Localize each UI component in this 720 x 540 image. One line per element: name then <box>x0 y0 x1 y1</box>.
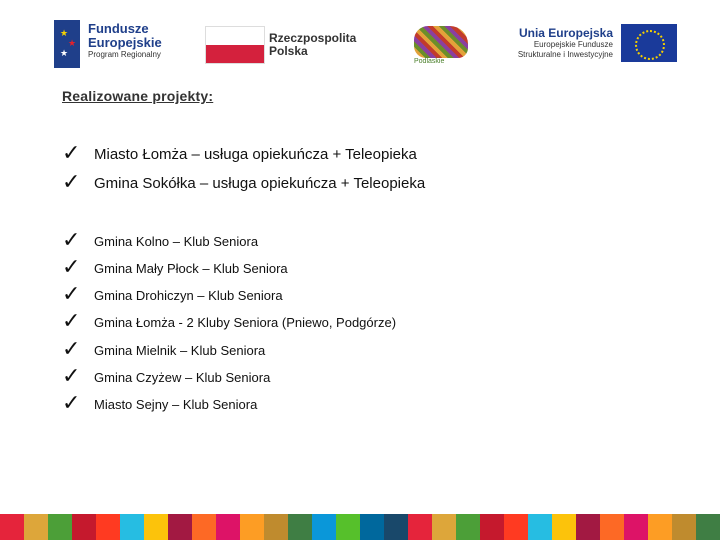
podlaskie-label: Podlaskie <box>414 58 445 65</box>
stripe-segment <box>552 514 576 540</box>
list-item <box>62 229 258 253</box>
checkmark-icon: ✓ <box>62 337 81 362</box>
podlaskie-logo <box>410 24 472 68</box>
stripe-segment <box>192 514 216 540</box>
stripe-segment <box>576 514 600 540</box>
stripe-segment <box>336 514 360 540</box>
list-item <box>62 365 270 389</box>
stripe-segment <box>648 514 672 540</box>
fundusze-line2: Europejskie <box>88 35 162 50</box>
color-stripe <box>0 514 720 540</box>
stripe-segment <box>240 514 264 540</box>
page-heading: Realizowane projekty: <box>62 88 214 104</box>
list-item <box>62 310 396 334</box>
stripe-segment <box>480 514 504 540</box>
stripe-segment <box>528 514 552 540</box>
stripe-segment <box>504 514 528 540</box>
list-item-label: Gmina Kolno – Klub Seniora <box>94 233 259 249</box>
list-item <box>62 256 288 280</box>
list-item <box>62 142 417 166</box>
rp-line2: Polska <box>269 44 308 58</box>
stripe-segment <box>432 514 456 540</box>
list-item-label: Gmina Czyżew – Klub Seniora <box>94 369 271 385</box>
stripe-segment <box>96 514 120 540</box>
unia-europejska-logo <box>515 24 680 68</box>
list-item-label: Miasto Sejny – Klub Seniora <box>94 396 258 412</box>
ue-title: Unia Europejska <box>518 26 613 40</box>
checkmark-icon: ✓ <box>62 228 81 253</box>
stripe-segment <box>600 514 624 540</box>
stripe-segment <box>624 514 648 540</box>
stripe-segment <box>48 514 72 540</box>
stripe-segment <box>312 514 336 540</box>
list-item <box>62 171 425 195</box>
list-item-label: Gmina Mały Płock – Klub Seniora <box>94 260 288 276</box>
checkmark-icon: ✓ <box>62 282 81 307</box>
list-item-label: Gmina Łomża - 2 Kluby Seniora (Pniewo, Podgórze) <box>94 314 397 330</box>
list-item-label: Gmina Sokółka – usługa opiekuńcza + Teleopieka <box>94 174 426 192</box>
stripe-segment <box>24 514 48 540</box>
stripe-segment <box>0 514 24 540</box>
rzeczpospolita-polska-logo <box>205 26 375 66</box>
fundusze-europejskie-logo <box>54 20 184 70</box>
eu-flag-icon <box>621 24 677 62</box>
checkmark-icon: ✓ <box>62 364 81 389</box>
list-item <box>62 283 283 307</box>
checkmark-icon: ✓ <box>62 170 81 195</box>
stripe-segment <box>384 514 408 540</box>
stripe-segment <box>456 514 480 540</box>
list-item-label: Miasto Łomża – usługa opiekuńcza + Teleopieka <box>94 145 417 163</box>
stripe-segment <box>120 514 144 540</box>
checkmark-icon: ✓ <box>62 391 81 416</box>
list-item <box>62 338 265 362</box>
stripe-segment <box>72 514 96 540</box>
stripe-segment <box>408 514 432 540</box>
checkmark-icon: ✓ <box>62 141 81 166</box>
stripe-segment <box>672 514 696 540</box>
list-item-label: Gmina Drohiczyn – Klub Seniora <box>94 287 283 303</box>
stripe-segment <box>264 514 288 540</box>
checkmark-icon: ✓ <box>62 309 81 334</box>
list-item-label: Gmina Mielnik – Klub Seniora <box>94 342 266 358</box>
stripe-segment <box>144 514 168 540</box>
fundusze-line3: Program Regionalny <box>88 50 161 59</box>
polish-flag-icon <box>205 26 265 64</box>
stripe-segment <box>360 514 384 540</box>
stripe-segment <box>216 514 240 540</box>
stripe-segment <box>696 514 720 540</box>
stripe-segment <box>288 514 312 540</box>
fundusze-line1: Fundusze <box>88 21 149 36</box>
bison-icon <box>414 26 468 58</box>
ue-sub1: Europejskie Fundusze <box>533 40 613 49</box>
checkmark-icon: ✓ <box>62 255 81 280</box>
ue-sub2: Strukturalne i Inwestycyjne <box>517 50 613 59</box>
list-item <box>62 392 257 416</box>
rp-line1: Rzeczpospolita <box>269 31 357 45</box>
fundusze-star-icon: ★ ★ ★ <box>54 20 80 68</box>
stripe-segment <box>168 514 192 540</box>
